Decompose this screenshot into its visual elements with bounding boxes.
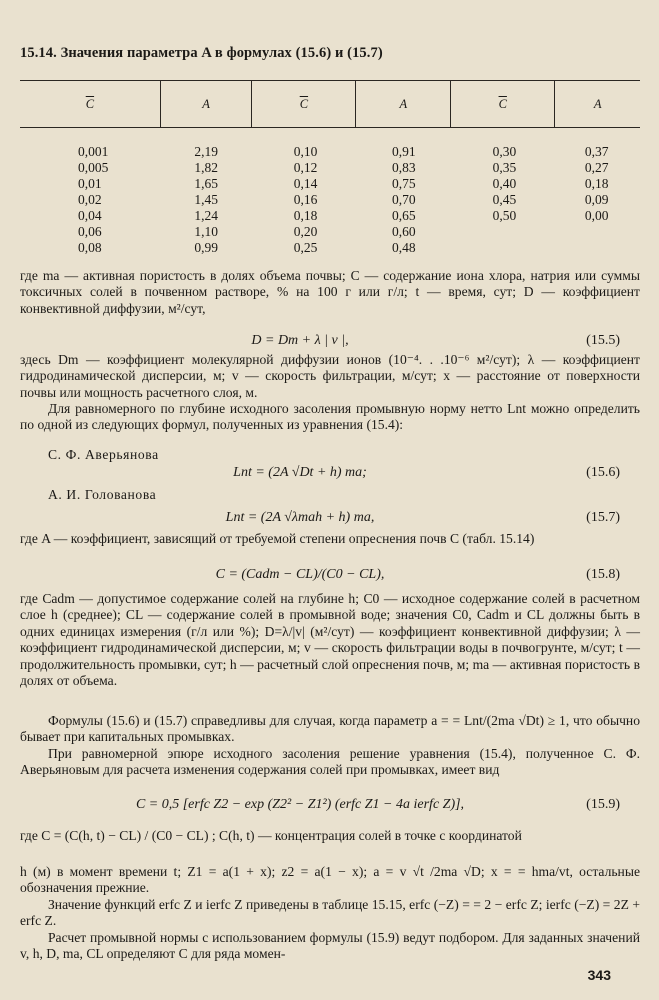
parameter-table (20, 80, 640, 256)
paragraph: При равномерной эпюре исходного засоления решение уравнения (15.4), полученное С. Ф. Аверьяновым для расчета изменения содержания солей при промывках, имеет вид (20, 746, 640, 778)
equation-number: (15.7) (586, 510, 620, 525)
table-cell: 0,14 (293, 176, 318, 191)
table-cell (451, 224, 555, 240)
table-cell: 1,45 (194, 192, 218, 207)
header-a-3: A (555, 81, 640, 128)
paragraph: h (м) в момент времени t; Z1 = a(1 + x); z2 = a(1 − x); a = v √t /2mа √D; x = = hmа/vt, остальные обозначения прежние. (20, 864, 640, 896)
table-cell: 0,27 (584, 160, 609, 175)
header-c-2: $\overline{C}$ (252, 81, 356, 128)
table-cell: 0,12 (293, 160, 318, 175)
header-a-2: A (356, 81, 451, 128)
paragraph: Формулы (15.6) и (15.7) справедливы для случая, когда параметр a = = Lnt/(2mа √Dt) ≥ 1, что обычно бывает при капитальных промывках. (20, 713, 640, 745)
table-row (20, 144, 640, 160)
table-cell: 0,10 (293, 144, 318, 159)
table-row (20, 160, 640, 176)
equation-body: D = Dm + λ | v |, (251, 333, 349, 348)
table-cell: 1,82 (194, 160, 218, 175)
table-cell: 0,01 (78, 176, 102, 191)
paragraph: здесь Dm — коэффициент молекулярной диффузии ионов (10⁻⁴. . .10⁻⁶ м²/сут); λ — коэффициент гидродинамической дисперсии, м; v — скорость фильтрации, м/сут; x — расстояние от поверхности почвы или мощность расчетного слоя, м. (20, 352, 640, 400)
equation-number: (15.8) (586, 567, 620, 582)
paragraph: где Cаdm — допустимое содержание солей на глубине h; C0 — исходное содержание солей в расчетном слое h (среднее); CL — содержание солей в промывной воде; значения C0, Cаdm и CL должны быть в одних единицах измерения (г/л или %); D=λ/|v| (м²/сут) — коэффициент конвективной диффузии; λ — коэффициент гидродинамической дисперсии, м; v — скорость фильтрации воды в почвогрунте, м/сут; t — продолжительность промывки, сут; h — расчетный слой опреснения почв, м; mа — активная пористость в долях от объема. (20, 591, 640, 689)
paragraph: где A — коэффициент, зависящий от требуемой степени опреснения почв C (табл. 15.14) (20, 531, 535, 546)
equation-number: (15.5) (586, 333, 620, 348)
equation-15-5 (20, 333, 640, 353)
equation-body: Lnt = (2A √λmаh + h) mа, (225, 510, 375, 525)
table-cell: 0,04 (78, 208, 102, 223)
table-cell: 1,65 (194, 176, 218, 191)
table-row (20, 240, 640, 256)
header-c-1: $\overline{C}$ (20, 81, 160, 128)
table-cell: 0,37 (584, 144, 609, 159)
table-cell: 0,75 (391, 176, 416, 191)
table-row (20, 208, 640, 224)
equation-15-6 (20, 465, 640, 485)
paragraph: Значение функций erfc Z и ierfc Z приведены в таблице 15.15, erfc (−Z) = = 2 − erfc Z; ierfc (−Z) = 2Z + erfc Z. (20, 897, 640, 929)
table-cell: 0,00 (584, 208, 609, 223)
table-cell: 1,10 (194, 224, 218, 239)
header-a-1: A (160, 81, 251, 128)
table-cell: 0,45 (492, 192, 517, 207)
paragraph: Для равномерного по глубине исходного засоления промывную норму нетто Lnt можно определить по одной из следующих формул, полученных из уравнения (15.4): (20, 401, 640, 433)
table-cell: 0,18 (293, 208, 318, 223)
table-cell: 0,005 (78, 160, 109, 175)
equation-body: C = (Cаdm − CL)/(C0 − CL), (215, 567, 385, 582)
table-spacer (20, 128, 640, 145)
table-cell: 1,24 (194, 208, 218, 223)
paragraph: Расчет промывной нормы с использованием формулы (15.9) ведут подбором. Для заданных значений v, h, D, mа, CL определяют C для ряда момен- (20, 930, 640, 962)
equation-number: (15.9) (586, 797, 620, 812)
equation-15-7 (20, 510, 640, 530)
table-cell: 0,02 (78, 192, 102, 207)
equation-body: C = 0,5 [erfc Z2 − exp (Z2² − Z1²) (erfc Z1 − 4a ierfc Z)], (135, 797, 465, 812)
table-cell: 0,35 (492, 160, 517, 175)
table-title: 15.14. Значения параметра A в формулах (15.6) и (15.7) (20, 45, 383, 61)
table-cell: 0,06 (78, 224, 102, 239)
table-cell: 0,16 (293, 192, 318, 207)
table-cell: 0,08 (78, 240, 102, 255)
equation-number: (15.6) (586, 465, 620, 480)
equation-15-8 (20, 567, 640, 587)
author-name: А. И. Голованова (48, 487, 157, 502)
table-cell (555, 240, 640, 256)
equation-15-9 (20, 797, 640, 817)
table-cell: 0,91 (391, 144, 416, 159)
table-cell: 0,40 (492, 176, 517, 191)
table-row (20, 224, 640, 240)
table-cell: 2,19 (194, 144, 218, 159)
table-cell: 0,83 (391, 160, 416, 175)
table-cell: 0,60 (391, 224, 416, 239)
table-cell: 0,20 (293, 224, 318, 239)
page-number: 343 (587, 967, 611, 983)
table-cell: 0,65 (391, 208, 416, 223)
table-row (20, 192, 640, 208)
table-header-row (20, 81, 640, 128)
table-cell: 0,18 (584, 176, 609, 191)
table-cell: 0,70 (391, 192, 416, 207)
table-cell: 0,09 (584, 192, 609, 207)
table-cell (555, 224, 640, 240)
paragraph: где mа — активная пористость в долях объема почвы; C — содержание иона хлора, натрия или суммы токсичных солей в почвенном растворе, % на 100 г или г/л; t — время, сут; D — коэффициент конвективной диффузии, м²/сут, (20, 268, 640, 316)
table-cell: 0,50 (492, 208, 517, 223)
table-cell: 0,99 (194, 240, 218, 255)
table-cell: 0,30 (492, 144, 517, 159)
table-row (20, 176, 640, 192)
header-c-3: $\overline{C}$ (451, 81, 555, 128)
table-cell: 0,48 (391, 240, 416, 255)
author-name: С. Ф. Аверьянова (48, 447, 159, 462)
paragraph: где C = (C(h, t) − CL) / (C0 − CL) ; C(h, t) — концентрация солей в точке с координатой (20, 828, 522, 843)
table-cell (451, 240, 555, 256)
table-cell: 0,25 (293, 240, 318, 255)
equation-body: Lnt = (2A √Dt + h) mа; (233, 465, 367, 480)
table-cell: 0,001 (78, 144, 109, 159)
